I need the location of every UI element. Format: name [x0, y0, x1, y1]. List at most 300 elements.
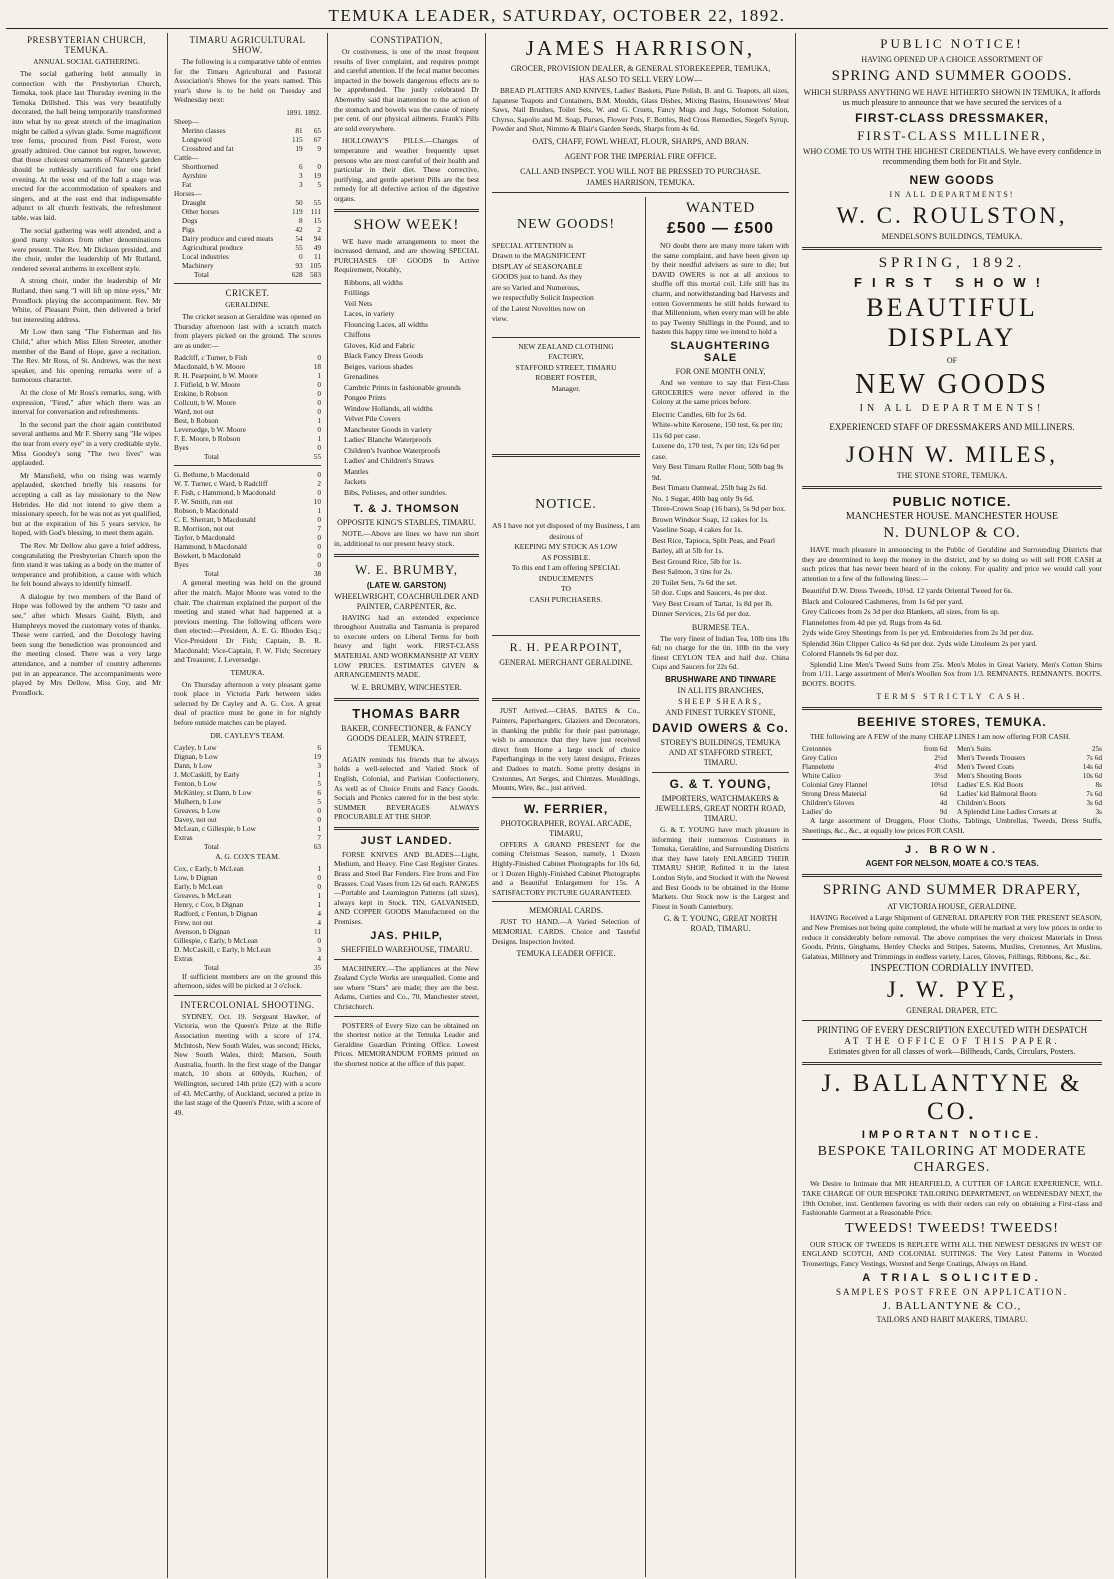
team2-row-value: 0	[317, 533, 321, 543]
show-week-item: Bibs, Pelisses, and other sundries.	[344, 487, 448, 497]
church-article	[12, 69, 161, 697]
beehive-right-row-value: 14s 6d	[1082, 762, 1102, 772]
beehive-right-row-value: 25s	[1091, 744, 1102, 754]
beehive-left-row	[802, 807, 947, 816]
show-total-1892: 583	[310, 269, 321, 279]
beehive-left-row	[802, 789, 947, 798]
grocery-item: 50 doz. Cups and Saucers, 4s per doz.	[652, 588, 768, 598]
show-entry-label: Agricultural produce	[182, 242, 243, 252]
team2-row-label: W. T. Turner, c Ward, b Radcliff	[174, 479, 268, 489]
column-3	[328, 33, 486, 1578]
nz-clothing-line: Manager.	[551, 383, 581, 393]
notice-line: INDUCEMENTS	[538, 573, 594, 583]
burmese-heading: BURMESE TEA.	[691, 622, 750, 632]
young-name: G. & T. YOUNG,	[669, 777, 772, 792]
beehive-right-row	[957, 771, 1102, 780]
beehive-right-row	[957, 798, 1102, 807]
team2-row	[174, 497, 321, 506]
owers-name: DAVID OWERS & Co.	[652, 721, 789, 736]
masthead: TEMUKA LEADER, SATURDAY, OCTOBER 22, 1892.	[6, 4, 1108, 29]
beehive-left-row	[802, 771, 947, 780]
team2-row	[174, 524, 321, 533]
team1-row	[174, 389, 321, 398]
constipation-text: Or costiveness, is one of the most frequent results of liver complaint, and requires prompt and careful attention. If the fecal matter becomes impacted in the bowels dangerous effects are to be apprehended. The justly celebrated Dr Abernethy said that inattention to the action of the stomach and bowels was the cause of ninety per cent. of our physical ailments. Frank's Pills are sold everywhere.	[334, 47, 479, 133]
posters-text: POSTERS of Every Size can be obtained on the shortest notice at the Temuka Leader and Geraldine Guardian Printing Office. Lowest Prices. MEMORANDUM FORMS printed on the shortest notice at the office of this paper.	[334, 1020, 479, 1068]
thomson-address: OPPOSITE KING'S STABLES, TIMARU.	[337, 518, 476, 528]
grocery-item: 20 Toilet Sets, 7s 6d the set.	[652, 577, 737, 587]
estimates-text: Estimates given for all classes of work—Billheads, Cards, Circulars, Posters.	[828, 1047, 1076, 1057]
notice-line: TO	[561, 584, 571, 594]
show-entry-1891: 93	[295, 260, 303, 270]
cayley-table	[174, 743, 321, 851]
cayley-row-value: 5	[317, 778, 321, 788]
beehive-heading: BEEHIVE STORES, TEMUKA.	[857, 714, 1047, 729]
cox-total: 35	[313, 962, 321, 972]
grocery-item: Very Best Timaru Roller Flour, 50lb bag 9s 9d.	[652, 462, 784, 482]
thomson-note: NOTE.—Above are lines we have run short in, additional to our present heavy stock.	[334, 529, 479, 548]
cayley-row	[174, 797, 321, 806]
show-entry-1891: 19	[295, 143, 303, 153]
show-entry-row	[174, 252, 321, 261]
show-total-1891: 628	[291, 269, 303, 279]
ferrier-address: PHOTOGRAPHER, ROYAL ARCADE, TIMARU,	[500, 818, 632, 838]
new-goods-big-heading: NEW GOODS	[855, 369, 1049, 400]
shooting-text: SYDNEY, Oct. 19. Sergeant Hawker, of Victoria, won the Queen's Prize at the Rifle Association meeting with a score of 174. McIntosh, New South Wales, was second; Hicks, New South Wales, third; Marson, South Australia, fourth. In the first stage of the Dangar match, 10 shots at 600yds, Kuchen, of Wellington, secured 14th prize (£2) with a score of 43. McCarthy, of Auckland, secured a prize in the last stage of the Queen's Prize, with a score of 49.	[174, 1011, 321, 1117]
nz-clothing-line: STAFFORD STREET, TIMARU	[515, 362, 617, 372]
team2-row	[174, 551, 321, 560]
team1-row-label: Leversedge, b W. Moore	[174, 425, 246, 435]
notice-line: To this end I am offering SPECIAL	[511, 563, 621, 573]
team1-row-value: 1	[317, 416, 321, 426]
harrison-list: BREAD PLATTERS AND KNIVES, Ladies' Baskets, Plate Polish, B. and G. Teapots, all sizes, Japanese Teapots and Containers, B.M. Moulds, Glass Dishes, Mixing Basins, Housewives' Meat Saws, Nail Brushes, Toilet Sets, W. and G. Cruets, Fancy Mugs and Jugs, Solomon Solution, Chyrso, Sapolio and M. Soap, Purses, Flower Pots, F. Bottles, Red Cross Remedies, Siegel's Syrup, Powder and Shot, Nimmo & Blair's Garden Seeds, Sharps from 4s 6d.	[492, 86, 789, 134]
show-entry-label: Horses—	[174, 188, 202, 198]
show-entry-label: Merino classes	[182, 125, 226, 135]
team2-row-value: 0	[317, 488, 321, 498]
dunlop-name: N. DUNLOP & CO.	[883, 525, 1021, 541]
grocery-item: Luxene do, 170 test, 7s per tin; 12s 6d per case.	[652, 441, 780, 461]
show-entry-1891	[284, 117, 302, 126]
team1-row-value: 0	[317, 353, 321, 363]
show-week-item: Manchester Goods in variety	[344, 424, 432, 434]
machinery-text: MACHINERY.—The appliances at the New Zealand Cycle Works are unequalled. Come and see where "Stars" are made; they are the best. Adams, Curties and Co., 70, Manchester street, Christchurch.	[334, 963, 479, 1011]
show-entry-1892: 65	[313, 125, 321, 135]
cox-row	[174, 927, 321, 936]
show-week-item: Laces, in variety	[344, 309, 395, 319]
cayley-row-value: 19	[313, 751, 321, 761]
cayley-heading: DR. CAYLEY'S TEAM.	[210, 730, 285, 740]
team1-total: 55	[313, 452, 321, 462]
wanted-heading: WANTED	[685, 199, 756, 216]
team2-row-label: Byes	[174, 560, 189, 570]
cayley-row-value: 6	[317, 787, 321, 797]
cox-row-label: Cox, c Early, b McLean	[174, 863, 244, 873]
grocery-list	[652, 410, 789, 620]
cayley-row	[174, 743, 321, 752]
cayley-row-label: Dignan, b Low	[174, 751, 218, 761]
notice-line: AS POSSIBLE.	[541, 552, 591, 562]
show-entry-1891: 115	[292, 134, 303, 144]
show-week-intro: WE have made arrangements to meet the increased demand, and are showing SPECIAL PURCHASES OF GOODS In Active Requirement, Notably,	[334, 236, 479, 275]
team2-table	[174, 470, 321, 578]
landed-heading: JUST LANDED.	[360, 834, 453, 847]
milliner-sub: WHO COME TO US WITH THE HIGHEST CREDENTIALS. We have every confidence in recommending them both for Fit and Style.	[802, 147, 1102, 166]
cayley-row	[174, 779, 321, 788]
team2-row-label: Hammond, b Macdonald	[174, 542, 247, 552]
tweeds-heading: TWEEDS! TWEEDS! TWEEDS!	[845, 1220, 1059, 1236]
constipation-heading: CONSTIPATION,	[370, 35, 443, 45]
memorial-text: JUST TO HAND.—A Varied Selection of MEMORIAL CARDS. Choice and Tasteful Designs. Inspection Invited.	[492, 917, 640, 946]
beehive-left-row-label: Colonial Grey Flannel	[802, 780, 868, 790]
dunlop-item: Colored Flannels 9s 6d per doz.	[802, 649, 899, 659]
drapery-sub: AT VICTORIA HOUSE, GERALDINE.	[887, 902, 1017, 912]
thomson-name: T. & J. THOMSON	[353, 503, 460, 516]
beehive-left-row	[802, 762, 947, 771]
of-text: OF	[946, 356, 958, 365]
beehive-right-row-value: 7s 6d	[1086, 789, 1102, 799]
young-text: G. & T. YOUNG have much pleasure in informing their numerous Customers in Temuka, Geraldine, and Surrounding Districts that they have lately ENLARGED THEIR TIMARU SHOP, Refitted it in the latest London Style, and Stocked it with the Newest and Best Goods to be obtained in the Home Markets. Our Stock now is the Largest and Finest in South Canterbury.	[652, 825, 789, 911]
harrison-agent: AGENT FOR THE IMPERIAL FIRE OFFICE.	[564, 151, 717, 161]
team1-row-label: Ward, not out	[174, 407, 214, 417]
team2-row-label: G. Bethune, b Macdonald	[174, 470, 250, 480]
leader-office: TEMUKA LEADER OFFICE.	[516, 949, 616, 959]
cox-row-label: Frew, not out	[174, 917, 213, 927]
team2-total: 38	[313, 569, 321, 579]
miles-address: THE STONE STORE, TEMUKA.	[896, 471, 1008, 480]
cox-row	[174, 864, 321, 873]
church-subheading: ANNUAL SOCIAL GATHERING.	[33, 57, 140, 66]
brown-sub: AGENT FOR NELSON, MOATE & CO.'S TEAS.	[865, 859, 1039, 869]
team2-row-label: F. Fish, c Hammond, b Macdonald	[174, 488, 276, 498]
cox-row-value: 0	[317, 935, 321, 945]
show-entry-label: Longwool	[182, 134, 212, 144]
show-week-item: Flouncing Laces, all widths	[344, 319, 428, 329]
team2-row-label: F. W. Smith, run out	[174, 497, 233, 507]
dunlop-item: Beautiful D.W. Dress Tweeds, 10½d. 12 yards Oriental Tweed for 6s.	[802, 586, 1013, 596]
team2-row-value: 0	[317, 560, 321, 570]
cayley-row	[174, 806, 321, 815]
show-week-item: Frillings	[344, 288, 370, 298]
show-week-item: Ribbons, all widths	[344, 277, 403, 287]
dunlop-item: Splendid 36in Clipper Calico 4s 6d per doz. 2yds wide Linoleum 2s per yard.	[802, 638, 1038, 648]
bates-text: JUST Arrived.—CHAS. BATES & Co., Painters, Paperhangers, Glaziers and Decorators, in thanking the public for their past patronage, wish to announce that they have just received direct from Home a large stock of choice Paperhangings in the very latest designs, Friezes and Dadoes to match. Some pretty designs in Cretonnes, Art Serges, and Chintzes. Mouldings, Mounts, Wire, &c., just arrived.	[492, 706, 640, 793]
team2-row-value: 0	[317, 542, 321, 552]
show-week-list	[334, 278, 479, 499]
show-entry-1892	[303, 189, 321, 198]
show-entry-1892: 55	[313, 197, 321, 207]
show-entry-row	[174, 207, 321, 216]
wanted-text: NO doubt there are many more taken with the same complaint, and have been given up by their needful advisers as sure to die; but DAVID OWERS is not at all anxious to shuffle off this mortal coil. Life still has its charm, and notwithstanding bad Harvests and rotten Governments he still holds forward to that Millennium, when every man will be able to pay Twenty Shillings in the Pound, and to hasten this happy time we intend to hold a	[652, 240, 789, 337]
church-paragraph: In the second part the choir again contributed several anthems and Mr F. Sherry sang "He wipes the tear from every eye" in a very creditable style. Miss Goodey's song "The two lives" was applauded.	[12, 419, 161, 468]
cayley-row-label: Extras	[174, 832, 193, 842]
harrison-trade: GROCER, PROVISION DEALER, & GENERAL STOREKEEPER, TEMUKA,	[510, 64, 771, 73]
barr-trade: BAKER, CONFECTIONER, & FANCY GOODS DEALER, MAIN STREET, TEMUKA.	[341, 723, 472, 753]
cox-row-value: 0	[317, 872, 321, 882]
beehive-left-row-value: from 6d	[923, 744, 947, 754]
spring-1892-heading: SPRING, 1892.	[878, 255, 1026, 271]
beehive-right-row	[957, 753, 1102, 762]
team1-row-label: Erskine, b Robson	[174, 389, 228, 399]
slaughter-heading: SLAUGHTERING SALE	[670, 339, 771, 364]
church-paragraph: The Rev. Mr Dellow also gave a brief address, congratulating the Presbyterian Church upon the firm stand it was taking as a body on the matter of temperance and prohibition, a cause with which he felt bound always to identify himself.	[12, 540, 161, 589]
philp-address: SHEFFIELD WAREHOUSE, TIMARU.	[341, 944, 472, 954]
beehive-left-row-value: 4d	[939, 798, 947, 808]
cox-row-value: 1	[317, 890, 321, 900]
cayley-row	[174, 752, 321, 761]
newgoods-line: DISPLAY of SEASONABLE	[492, 261, 583, 271]
harrison-oats: OATS, CHAFF, FOWL WHEAT, FLOUR, SHARPS, AND BRAN.	[532, 136, 749, 146]
team1-row	[174, 380, 321, 389]
show-entry-row	[174, 234, 321, 243]
opened-text: HAVING OPENED UP A CHOICE ASSORTMENT OF	[861, 55, 1043, 64]
show-week-item: Jackets	[344, 477, 366, 487]
roulston-name: W. C. ROULSTON,	[836, 203, 1068, 228]
cox-heading: A. G. COX'S TEAM.	[215, 851, 280, 861]
team2-row	[174, 533, 321, 542]
roulston-address: MENDELSON'S BUILDINGS, TEMUKA.	[881, 232, 1023, 241]
experienced-text: EXPERIENCED STAFF OF DRESSMAKERS AND MILLINERS.	[829, 422, 1075, 432]
team1-row-value: 0	[317, 425, 321, 435]
philp-name: JAS. PHILP,	[370, 929, 443, 942]
show-entry-1892: 11	[313, 251, 321, 261]
bespoke-text: We Desire to Intimate that MR HEARFIELD, A CUTTER OF LARGE EXPERIENCE, WILL TAKE CHARGE OF OUR BESPOKE TAILORING DEPARTMENT, on WEDNESDAY NEXT, the 19th October, inst. Gentlemen favoring us with their orders can rely on obtaining a First-class and Fashionable Garment at a Reasonable Price.	[802, 1179, 1102, 1218]
church-paragraph: The social gathering held annually in connection with the Presbyterian Church, Temuka, took place last Thursday evening in the Temuka Drillshed. This was very beautifully decorated, the hall being temporarily transformed into what by no great stretch of the imagination might be called a sylvan glade. Some magnificent tree ferns, procured from Peel Forest, were greatly admired. One cannot but regret, however, that those choicest ornaments of Nature's garden should be ruthlessly sacrificed for one brief evening. At the west end of the hall a stage was erected for the accommodation of speakers and singers, and at the east end that indispensable adjunct to all church festivals, the refreshment table, was laid.	[12, 69, 161, 222]
cricket-heading: CRICKET.	[225, 287, 270, 298]
team2-row-value: 0	[317, 515, 321, 525]
show-entry-label: Crossbred and fat	[182, 143, 234, 153]
manchester-house: MANCHESTER HOUSE. MANCHESTER HOUSE	[845, 511, 1059, 522]
cayley-row	[174, 833, 321, 842]
team2-row-label: Taylor, b Macdonald	[174, 533, 235, 543]
show-entry-row	[174, 216, 321, 225]
show-week-item: Window Hollands, all widths	[344, 403, 433, 413]
beehive-left-row-value: 3½d	[934, 771, 947, 781]
beehive-left-row	[802, 798, 947, 807]
team1-row	[174, 443, 321, 452]
ballantyne-sign: J. BALLANTYNE & CO.,	[882, 1299, 1022, 1312]
show-entry-row	[174, 225, 321, 234]
beehive-left-row-value: 10½d	[930, 780, 947, 790]
team1-row-label: Byes	[174, 443, 189, 453]
cox-row	[174, 891, 321, 900]
beehive-intro: THE following are A FEW of the many CHEAP LINES I am now offering FOR CASH.	[810, 731, 1071, 741]
column-1	[6, 33, 168, 1578]
show-entry-1891	[284, 153, 302, 162]
cricket-note: If sufficient members are on the ground this afternoon, sides will be picked at 3 o'clock.	[174, 971, 321, 991]
show-heading: TIMARU AGRICULTURAL SHOW.	[189, 35, 306, 55]
show-entry-label: Draught	[182, 197, 206, 207]
show-entry-1891: 3	[299, 179, 303, 189]
cox-row-value: 4	[317, 908, 321, 918]
team2-row-label: Bowkett, b Macdonald	[174, 551, 241, 561]
cox-table	[174, 864, 321, 972]
cayley-row-value: 7	[317, 832, 321, 842]
column-5	[796, 33, 1108, 1578]
team2-row	[174, 560, 321, 569]
cox-row-value: 1	[317, 863, 321, 873]
cayley-row-value: 1	[317, 769, 321, 779]
show-week-item: Mantles	[344, 466, 369, 476]
drapery-text: HAVING Received a Large Shipment of GENERAL DRAPERY FOR THE PRESENT SEASON, and New Premises not being quite completed, the whole will be marked at very low prices in order to reduce it considerably before removal. The above comprises the very choicest Materials in Dress Goods, Prints, Ginghams, Henley Checks and Stripes, Sateens, Muslins, Cretonnes, Art Muslins, Galateas, Millinery and Trimmings in endless variety, Laces, Gloves, Frillings, Ribbons, &c., &c.	[802, 913, 1102, 961]
tweeds-text: OUR STOCK OF TWEEDS IS REPLETE WITH ALL THE NEWEST DESIGNS IN WEST OF ENGLAND SCOTCH, AND COLONIAL SUITINGS. The Very Latest Patterns in Worsted Trouserings, Fancy Vestings, Worsted and Serge Coatings, Always on Hand.	[802, 1239, 1102, 1268]
show-entry-label: Pigs	[182, 224, 195, 234]
show-week-item: Beiges, various shades	[344, 361, 413, 371]
beehive-right-row	[957, 807, 1102, 816]
show-entry-label: Ayrshire	[182, 170, 207, 180]
beehive-left-row-label: Flannelette	[802, 762, 835, 772]
slaughter-sub: FOR ONE MONTH ONLY,	[675, 366, 766, 376]
show-week-item: Ladies' and Children's Straws	[344, 456, 434, 466]
church-paragraph: At the close of Mr Ross's remarks, sung, with expression, "Fired," after which there was an interval for conversation and refreshments.	[12, 388, 161, 417]
show-entry-1892: 105	[310, 260, 321, 270]
young-trade: IMPORTERS, WATCHMAKERS & JEWELLERS, GREAT NORTH ROAD, TIMARU.	[655, 794, 786, 824]
newgoods-line: GOODS just to hand. As they	[492, 272, 583, 282]
cox-row	[174, 909, 321, 918]
grocery-item: Vaseline Soap, 4 cakes for 1s.	[652, 525, 743, 535]
show-week-item: Gloves, Kid and Fabric	[344, 340, 415, 350]
ferrier-name: W. FERRIER,	[523, 801, 609, 816]
team1-row-label: J. Fitfield, b W. Moore	[174, 380, 241, 390]
team1-row	[174, 398, 321, 407]
brumby-name: W. E. BRUMBY,	[355, 561, 458, 577]
nz-clothing-line: FACTORY,	[548, 352, 584, 362]
cayley-row	[174, 815, 321, 824]
team1-row	[174, 434, 321, 443]
team1-row-value: 0	[317, 389, 321, 399]
cox-row-value: 1	[317, 899, 321, 909]
show-entry-row	[174, 153, 321, 162]
column-4	[486, 33, 796, 1578]
harrison-call: CALL AND INSPECT. YOU WILL NOT BE PRESSED TO PURCHASE.	[520, 166, 761, 176]
show-week-item: Children's Ivanhoe Waterproofs	[344, 445, 441, 455]
team2-row-label: Robson, b Macdonald	[174, 506, 239, 516]
church-paragraph: Mr Mansfield, who on rising was warmly applauded, sketched briefly his reasons for accepting a call as lay missionary to the New Hebrides. He did not intend to give them a missionary speech, for he was not as yet qualified, but at the expiration of his 5 years service, he hoped, with God's blessing, to meet them again.	[12, 470, 162, 538]
cox-row-label: Gillespie, c Early, b McLean	[174, 935, 258, 945]
temuka-text: On Thursday afternoon a very pleasant game took place in Victoria Park between sides selected by Dr Cayley and A. G. Cox. A great deal of practice must be gone in for nightly before outside matches can be played.	[174, 679, 321, 728]
beehive-left-row-label: Children's Gloves	[802, 798, 855, 808]
team1-row	[174, 407, 321, 416]
newgoods-line: Drawn to the MAGNIFICENT	[492, 251, 586, 261]
show-week-item: Pongee Prints	[344, 393, 386, 403]
team2-row-label: C. E. Sherratt, b Macdonald	[174, 515, 256, 525]
ferrier-text: OFFERS A GRAND PRESENT for the coming Christmas Season, namely, 1 Dozen Highly-Finished Cabinet Photographs for 10s 6d, or 1 Dozen Highly-Finished Cabinet Photographs and a Beautiful Enlargement for 15s. A SATISFACTORY PICTURE GUARANTEED.	[492, 839, 640, 897]
cayley-row-label: Cayley, b Low	[174, 742, 217, 752]
cayley-row-label: McKinley, st Dann, b Low	[174, 787, 252, 797]
show-entry-1891: 50	[295, 197, 303, 207]
barr-text: AGAIN reminds his friends that he always holds a well-selected and Varied Stock of English, Colonial, and Parisian Confectionery, As well as of Choice Fruits and Fancy Goods. Socials and Picnics catered for in the best style. SUMMER BEVERAGES ALWAYS PROCURABLE AT THE SHOP.	[334, 754, 479, 822]
nz-clothing-line: NEW ZEALAND CLOTHING	[518, 341, 614, 351]
beehive-right-row-value: 7s 6d	[1086, 753, 1102, 763]
notice-text	[492, 521, 640, 605]
cricket-meeting: A general meeting was held on the ground after the match. Major Moore was voted to the chair. The chairman explained the purport of the meeting and stated what had happened at a previous meeting. The following officers were then elected:—President, A. E. G. Rhodes Esq.; Vice-President Dr Fish; Captain, B. R. Macdonald; Vice-Captain, F. W. Fish; Secretary and Treasurer, J. Leversedge.	[174, 578, 321, 665]
brushware-sub: IN ALL ITS BRANCHES,	[677, 686, 764, 696]
team1-row-label: Collcutt, b W. Moore	[174, 398, 236, 408]
brumby-text: HAVING had an extended experience throughout Australia and Tasmania is prepared to execute orders on Liberal Terms for both heavy and light work. FIRST-CLASS MATERIAL AND WORKMANSHIP AT VERY LOW PRICES. ESTIMATES GIVEN & ARRANGEMENTS MADE.	[334, 612, 479, 680]
notice-line: CASH PURCHASERS.	[529, 594, 603, 604]
show-entry-1891: 54	[295, 233, 303, 243]
beehive-left-row	[802, 780, 947, 789]
show-total-label: Total	[194, 269, 209, 279]
beehive-right-row-label: A Splendid Line Ladies Corsets at	[957, 807, 1057, 817]
show-entry-1891: 119	[292, 206, 303, 216]
dunlop-item: Flannelettes from 4d per yd. Rugs from 4s 6d.	[802, 617, 943, 627]
show-intro: The following is a comparative table of entries for the Timaru Agricultural and Pastoral Association's Shows for the years named. This year's show is to be held on Tuesday and Wednesday next:	[174, 57, 321, 105]
brumby-sign: W. E. BRUMBY, WINCHESTER.	[351, 682, 462, 692]
beehive-right-row-value: 3s 6d	[1086, 798, 1102, 808]
spring-goods-heading: SPRING AND SUMMER GOODS.	[831, 68, 1073, 84]
team2-row-value: 7	[317, 524, 321, 534]
cox-row	[174, 900, 321, 909]
pye-name: J. W. PYE,	[886, 977, 1018, 1003]
show-week-item: Velvet Pile Covers	[344, 414, 401, 424]
grocery-item: Electric Candles, 6lb for 2s 6d.	[652, 409, 747, 419]
beehive-price-list	[802, 744, 1102, 816]
column-2	[168, 33, 328, 1578]
miles-name: JOHN W. MILES,	[846, 442, 1058, 467]
brown-name: J. BROWN.	[904, 844, 1000, 857]
church-paragraph: The social gathering was well attended, and a good many visitors from other denominations were present. The Rev. Mr Dickson presided, and the choir, under the leadership of Mr Rutland, rendered several anthems in excellent style.	[12, 225, 161, 273]
beehive-left-row	[802, 753, 947, 762]
column-4-right	[652, 197, 789, 1577]
grocery-item: Very Best Cream of Tartar, 1s 8d per lb.	[652, 598, 773, 608]
team1-row-label: F. E. Moore, b Robson	[174, 434, 241, 444]
beehive-right-row	[957, 762, 1102, 771]
team2-row	[174, 470, 321, 479]
public-notice-heading: PUBLIC NOTICE!	[880, 36, 1024, 51]
pearpoint-trade: GENERAL MERCHANT GERALDINE.	[499, 658, 633, 668]
team1-table	[174, 353, 321, 461]
cayley-row-value: 3	[317, 760, 321, 770]
show-entry-label: Dogs	[182, 215, 198, 225]
dunlop-more: Splendid Line Men's Tweed Suits from 25s. Men's Moles in Great Variety. Men's Cotton Shirts from 1/11. Large assortment of Men's Woollen Sox from 1/3. REMNANTS. REMNANTS. BOOTS. BOOTS. BOOTS.	[802, 659, 1102, 689]
grocery-item: Best Ground Rice, 5lb for 1s.	[652, 556, 742, 566]
brumby-late: (LATE W. GARSTON)	[366, 580, 447, 590]
show-entry-1891: 8	[299, 215, 303, 225]
grocery-item: Dinner Services, 21s 6d per doz.	[652, 609, 751, 619]
team2-row-value: 0	[317, 551, 321, 561]
show-entry-label: Cattle—	[174, 152, 199, 162]
beehive-left-row-label: Ladies' do	[802, 807, 832, 817]
show-entry-label: Shorthorned	[182, 161, 219, 171]
grocery-item: White-white Kerosene, 150 test, 6s per tin; 11s 6d per case.	[652, 420, 783, 440]
cox-row-value: 4	[317, 917, 321, 927]
beehive-right-row-label: Men's Tweed Coats	[957, 762, 1015, 772]
geraldine-heading: GERALDINE.	[225, 299, 270, 309]
samples-text: SAMPLES POST FREE ON APPLICATION.	[835, 1286, 1069, 1297]
cox-row	[174, 873, 321, 882]
cox-row	[174, 954, 321, 963]
show-entry-row	[174, 126, 321, 135]
harrison-name: JAMES HARRISON,	[525, 36, 756, 60]
cox-row-label: D. McCaskill, c Early, b McLean	[174, 944, 271, 954]
show-entry-label: Other horses	[182, 206, 220, 216]
show-entry-row	[174, 180, 321, 189]
shooting-heading: INTERCOLONIAL SHOOTING.	[180, 999, 315, 1010]
show-entry-1892: 5	[317, 179, 321, 189]
team2-row	[174, 488, 321, 497]
show-entry-row	[174, 261, 321, 270]
cox-row-value: 3	[317, 944, 321, 954]
beehive-right-row	[957, 789, 1102, 798]
all-departments-text: IN ALL DEPARTMENTS!	[859, 403, 1045, 414]
team1-total-label: Total	[204, 452, 219, 462]
show-week-item: Grenadines	[344, 372, 379, 382]
cayley-row-value: 1	[317, 823, 321, 833]
cayley-row-value: 0	[317, 814, 321, 824]
show-week-item: Cambric Prints in fashionable grounds	[344, 382, 461, 392]
cox-row-label: Low, b Dignan	[174, 872, 218, 882]
cayley-row	[174, 761, 321, 770]
harrison-also: HAS ALSO TO SELL VERY LOW—	[579, 75, 702, 84]
